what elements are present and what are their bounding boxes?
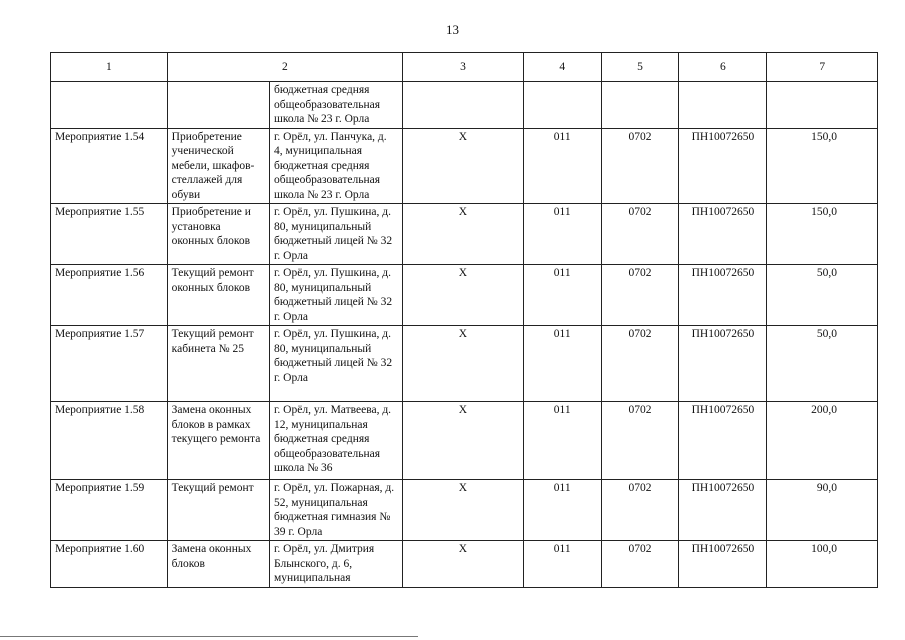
event-cell: Мероприятие 1.58 xyxy=(51,402,168,480)
address-cell: г. Орёл, ул. Матвеева, д. 12, муниципальная бюджетная средняя общеобразовательная школа № 36 xyxy=(270,402,403,480)
col3-cell: Х xyxy=(403,204,524,265)
col6-cell: ПН10072650 xyxy=(679,326,767,402)
col6-cell xyxy=(679,82,767,129)
budget-table xyxy=(50,52,878,588)
name-cell xyxy=(167,82,269,129)
table-row xyxy=(51,402,878,480)
col5-cell: 0702 xyxy=(601,402,679,480)
col4-cell: 011 xyxy=(523,541,601,588)
col7-cell: 100,0 xyxy=(767,541,878,588)
event-cell: Мероприятие 1.57 xyxy=(51,326,168,402)
page-edge-line xyxy=(0,636,418,637)
table-row xyxy=(51,541,878,588)
col6-cell: ПН10072650 xyxy=(679,204,767,265)
name-cell: Текущий ремонт оконных блоков xyxy=(167,265,269,326)
col7-cell xyxy=(767,82,878,129)
col7-cell: 50,0 xyxy=(767,326,878,402)
header-col-4: 4 xyxy=(523,53,601,82)
name-cell: Текущий ремонт кабинета № 25 xyxy=(167,326,269,402)
address-cell: г. Орёл, ул. Дмитрия Блынского, д. 6, муниципальная xyxy=(270,541,403,588)
name-cell: Приобретение и установка оконных блоков xyxy=(167,204,269,265)
col3-cell: Х xyxy=(403,480,524,541)
col6-cell: ПН10072650 xyxy=(679,480,767,541)
name-cell: Текущий ремонт xyxy=(167,480,269,541)
page-number: 13 xyxy=(446,22,459,37)
col3-cell: Х xyxy=(403,402,524,480)
event-cell xyxy=(51,82,168,129)
col4-cell xyxy=(523,82,601,129)
address-cell: г. Орёл, ул. Пожарная, д. 52, муниципальная бюджетная гимназия № 39 г. Орла xyxy=(270,480,403,541)
col3-cell: Х xyxy=(403,541,524,588)
col4-cell: 011 xyxy=(523,265,601,326)
table-row xyxy=(51,265,878,326)
event-cell: Мероприятие 1.55 xyxy=(51,204,168,265)
address-cell: г. Орёл, ул. Панчука, д. 4, муниципальная бюджетная средняя общеобразовательная школа № 23 г. Орла xyxy=(270,128,403,204)
address-cell: г. Орёл, ул. Пушкина, д. 80, муниципальный бюджетный лицей № 32 г. Орла xyxy=(270,204,403,265)
table-row xyxy=(51,480,878,541)
header-col-1: 1 xyxy=(51,53,168,82)
name-cell: Замена оконных блоков в рамках текущего ремонта xyxy=(167,402,269,480)
col5-cell: 0702 xyxy=(601,204,679,265)
col7-cell: 90,0 xyxy=(767,480,878,541)
address-cell: г. Орёл, ул. Пушкина, д. 80, муниципальный бюджетный лицей № 32 г. Орла xyxy=(270,326,403,402)
col4-cell: 011 xyxy=(523,402,601,480)
event-cell: Мероприятие 1.60 xyxy=(51,541,168,588)
event-cell: Мероприятие 1.54 xyxy=(51,128,168,204)
col6-cell: ПН10072650 xyxy=(679,541,767,588)
event-cell: Мероприятие 1.59 xyxy=(51,480,168,541)
col3-cell: Х xyxy=(403,128,524,204)
col3-cell: Х xyxy=(403,326,524,402)
header-col-6: 6 xyxy=(679,53,767,82)
col3-cell: Х xyxy=(403,265,524,326)
address-cell: г. Орёл, ул. Пушкина, д. 80, муниципальный бюджетный лицей № 32 г. Орла xyxy=(270,265,403,326)
name-cell: Приобретение ученической мебели, шкафов-стеллажей для обуви xyxy=(167,128,269,204)
col5-cell: 0702 xyxy=(601,128,679,204)
table-header-row xyxy=(51,53,878,82)
col4-cell: 011 xyxy=(523,326,601,402)
header-col-3: 3 xyxy=(403,53,524,82)
col5-cell xyxy=(601,82,679,129)
col6-cell: ПН10072650 xyxy=(679,128,767,204)
col4-cell: 011 xyxy=(523,128,601,204)
header-col-2: 2 xyxy=(167,53,402,82)
col5-cell: 0702 xyxy=(601,265,679,326)
col5-cell: 0702 xyxy=(601,326,679,402)
col7-cell: 150,0 xyxy=(767,204,878,265)
table-row xyxy=(51,204,878,265)
address-cell: бюджетная средняя общеобразовательная школа № 23 г. Орла xyxy=(270,82,403,129)
col5-cell: 0702 xyxy=(601,541,679,588)
col7-cell: 200,0 xyxy=(767,402,878,480)
table-row xyxy=(51,82,878,129)
event-cell: Мероприятие 1.56 xyxy=(51,265,168,326)
table-row xyxy=(51,326,878,402)
header-col-5: 5 xyxy=(601,53,679,82)
col4-cell: 011 xyxy=(523,204,601,265)
col3-cell xyxy=(403,82,524,129)
col7-cell: 50,0 xyxy=(767,265,878,326)
header-col-7: 7 xyxy=(767,53,878,82)
col4-cell: 011 xyxy=(523,480,601,541)
col7-cell: 150,0 xyxy=(767,128,878,204)
col5-cell: 0702 xyxy=(601,480,679,541)
col6-cell: ПН10072650 xyxy=(679,265,767,326)
col6-cell: ПН10072650 xyxy=(679,402,767,480)
name-cell: Замена оконных блоков xyxy=(167,541,269,588)
table-row xyxy=(51,128,878,204)
